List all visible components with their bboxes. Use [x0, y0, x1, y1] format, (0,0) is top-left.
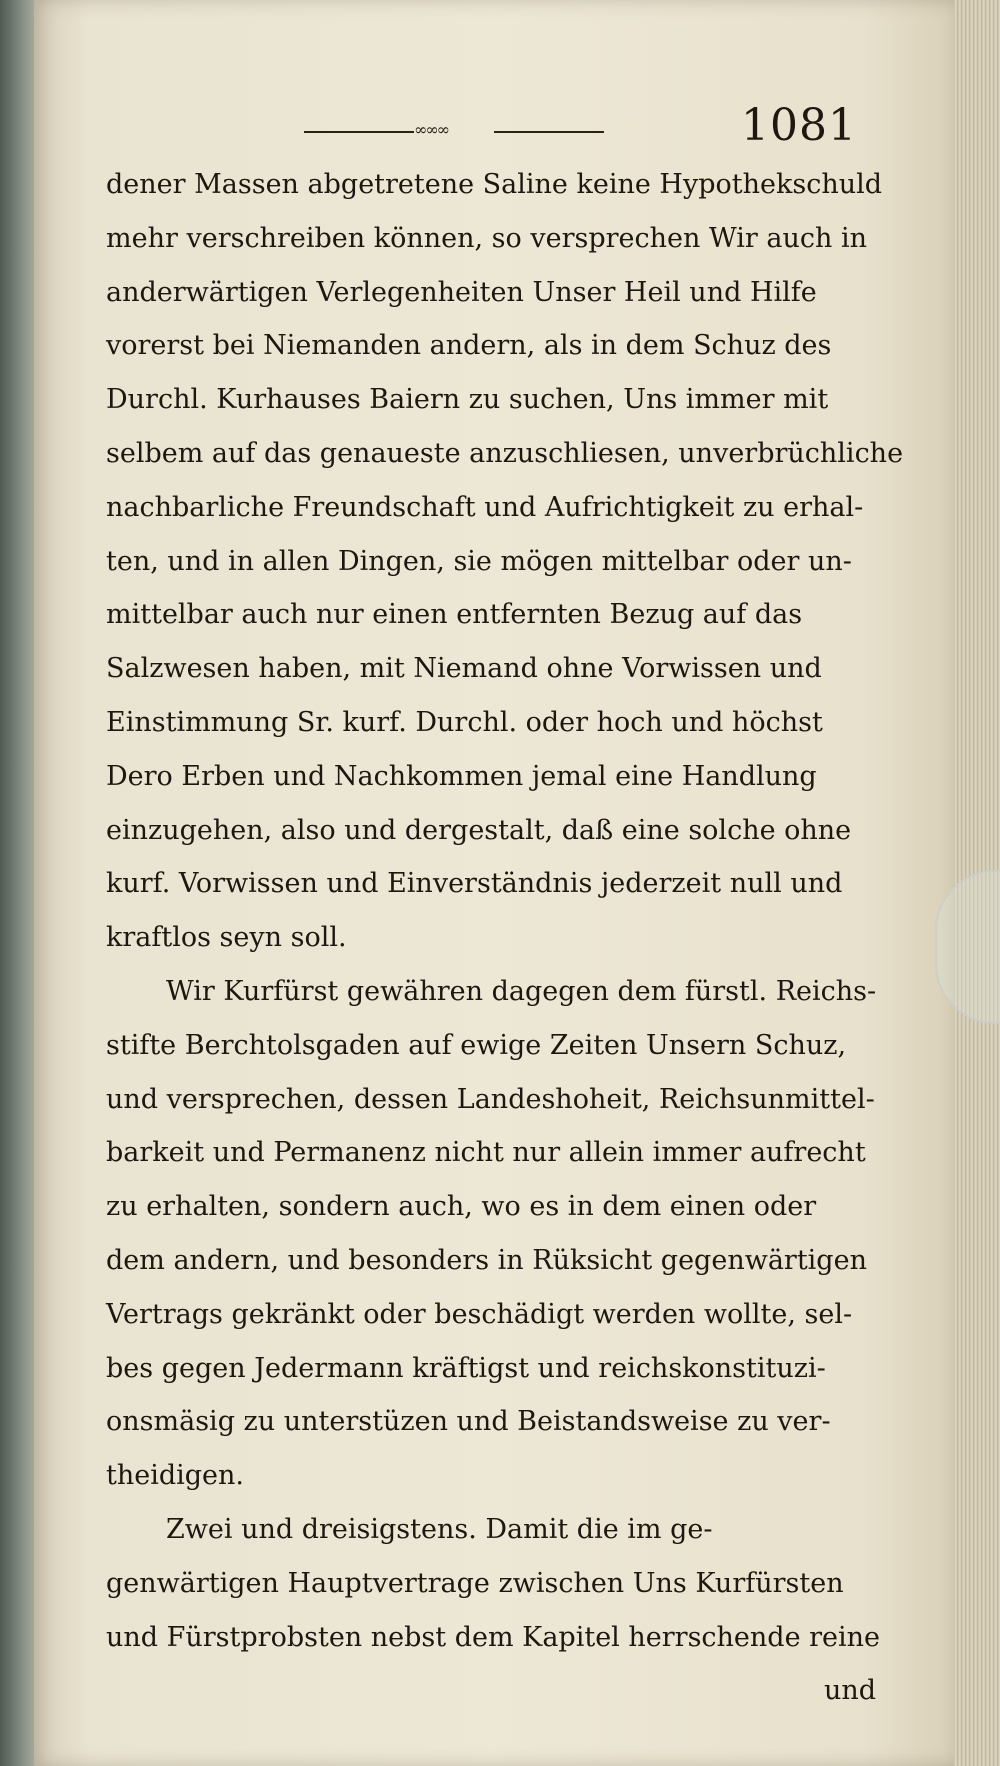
text-line: barkeit und Permanenz nicht nur allein immer aufrecht: [106, 1137, 866, 1169]
text-line: Vertrags gekränkt oder beschädigt werden wollte, sel-: [106, 1298, 853, 1330]
catchword: und: [823, 1675, 876, 1707]
ornament-loops: ∞∞∞: [414, 120, 448, 139]
text-line: und versprechen, dessen Landeshoheit, Reichsunmittel-: [106, 1083, 875, 1115]
text-line: selbem auf das genaueste anzuschliesen, unverbrüchliche: [106, 437, 904, 469]
text-line: Dero Erben und Nachkommen jemal eine Handlung: [106, 760, 817, 792]
text-line: mittelbar auch nur einen entfernten Bezug auf das: [106, 599, 803, 631]
text-line: theidigen.: [106, 1460, 245, 1492]
text-line: nachbarliche Freundschaft und Aufrichtigkeit zu erhal-: [106, 491, 864, 523]
page-header: [304, 100, 904, 150]
text-line: dem andern, und besonders in Rüksicht gegenwärtigen: [106, 1244, 867, 1276]
ornament-rule-left: [304, 131, 414, 133]
book-page: [34, 0, 954, 1766]
text-line: und Fürstprobsten nebst dem Kapitel herrschende reine: [106, 1621, 881, 1653]
text-line: Einstimmung Sr. kurf. Durchl. oder hoch und höchst: [106, 706, 823, 738]
text-line: kraftlos seyn soll.: [106, 922, 347, 954]
text-line: onsmäsig zu unterstüzen und Beistandsweise zu ver-: [106, 1406, 831, 1438]
text-line: stifte Berchtolsgaden auf ewige Zeiten Unsern Schuz,: [106, 1029, 847, 1061]
text-line: vorerst bei Niemanden andern, als in dem Schuz des: [106, 330, 832, 362]
text-line: mehr verschreiben können, so versprechen Wir auch in: [106, 222, 867, 254]
header-ornament: [304, 120, 604, 139]
text-line: Salzwesen haben, mit Niemand ohne Vorwissen und: [106, 653, 822, 685]
text-line: dener Massen abgetretene Saline keine Hypothekschuld: [106, 169, 883, 200]
text-line: kurf. Vorwissen und Einverständnis jederzeit null und: [106, 868, 843, 900]
ornament-rule-right: [494, 131, 604, 133]
text-line: bes gegen Jedermann kräftigst und reichskonstituzi-: [106, 1352, 826, 1384]
text-line: anderwärtigen Verlegenheiten Unser Heil und Hilfe: [106, 276, 817, 308]
text-line: einzugehen, also und dergestalt, daß eine solche ohne: [106, 814, 852, 846]
text-line: zu erhalten, sondern auch, wo es in dem einen oder: [106, 1191, 817, 1223]
page-number: 1081: [741, 100, 857, 151]
text-line: ten, und in allen Dingen, sie mögen mittelbar oder un-: [106, 545, 852, 577]
text-line: genwärtigen Hauptvertrage zwischen Uns Kurfürsten: [106, 1567, 844, 1599]
text-line: Durchl. Kurhauses Baiern zu suchen, Uns immer mit: [106, 384, 829, 416]
body-text: [106, 158, 904, 1718]
section-heading-line: Zwei und dreisigstens. Damit die im ge-: [166, 1513, 713, 1545]
paragraph-start-line: Wir Kurfürst gewähren dagegen dem fürstl. Reichs-: [166, 975, 877, 1007]
